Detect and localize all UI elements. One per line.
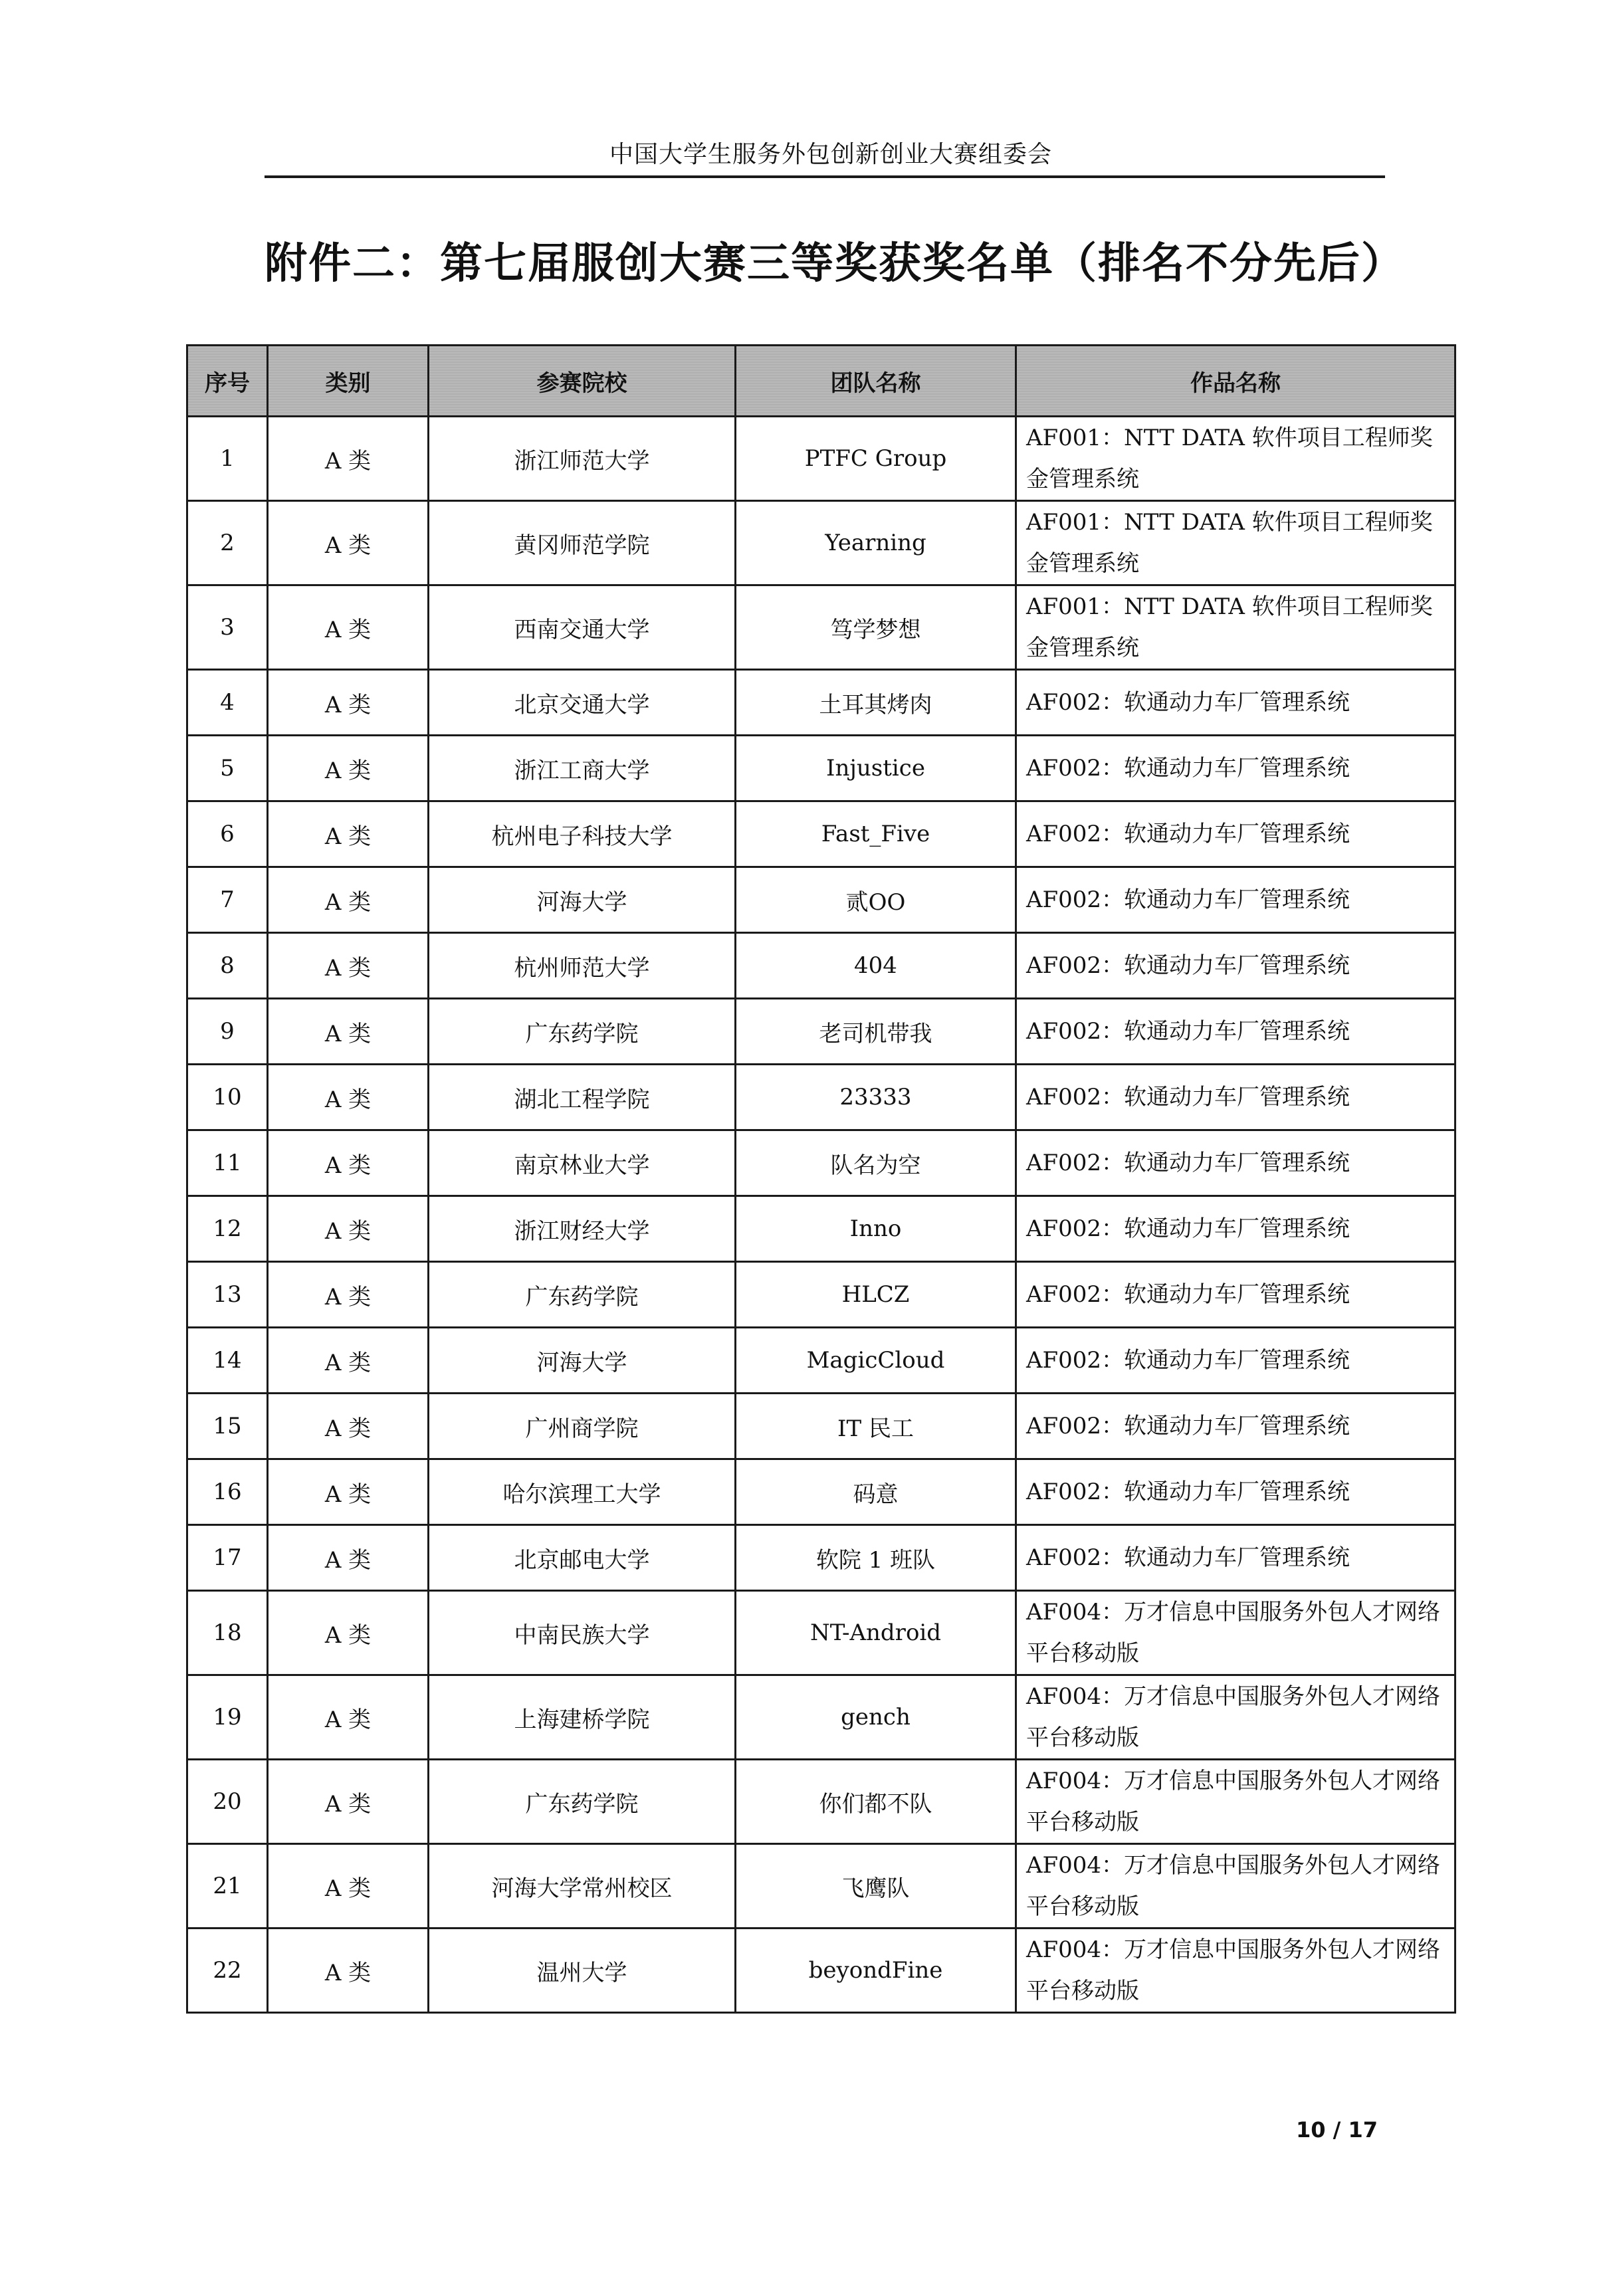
cell-no: 2 <box>187 501 268 585</box>
cell-work: AF002：软通动力车厂管理系统 <box>1016 670 1455 736</box>
cell-category: A 类 <box>268 1065 429 1130</box>
cell-school: 河海大学常州校区 <box>429 1844 736 1929</box>
cell-category: A 类 <box>268 933 429 999</box>
cell-school: 杭州电子科技大学 <box>429 801 736 867</box>
cell-team: 软院 1 班队 <box>736 1525 1016 1591</box>
cell-no: 6 <box>187 801 268 867</box>
cell-team: beyondFine <box>736 1929 1016 2013</box>
cell-school: 广州商学院 <box>429 1394 736 1459</box>
cell-school: 浙江工商大学 <box>429 736 736 801</box>
cell-team: MagicCloud <box>736 1328 1016 1394</box>
cell-category: A 类 <box>268 1262 429 1328</box>
cell-no: 19 <box>187 1675 268 1760</box>
table-row <box>187 1130 1455 1196</box>
cell-work: AF001：NTT DATA 软件项目工程师奖金管理系统 <box>1016 501 1455 585</box>
cell-no: 14 <box>187 1328 268 1394</box>
cell-work: AF002：软通动力车厂管理系统 <box>1016 1130 1455 1196</box>
table-row <box>187 1065 1455 1130</box>
cell-school: 浙江师范大学 <box>429 417 736 501</box>
header-organization: 中国大学生服务外包创新创业大赛组委会 <box>609 141 1052 168</box>
table-row <box>187 1459 1455 1525</box>
table-row <box>187 1844 1455 1929</box>
cell-school: 杭州师范大学 <box>429 933 736 999</box>
table-header-row <box>187 346 1455 417</box>
cell-school: 温州大学 <box>429 1929 736 2013</box>
table-row <box>187 933 1455 999</box>
cell-no: 3 <box>187 585 268 670</box>
cell-category: A 类 <box>268 1675 429 1760</box>
table-row <box>187 670 1455 736</box>
cell-work: AF001：NTT DATA 软件项目工程师奖金管理系统 <box>1016 585 1455 670</box>
table-row <box>187 417 1455 501</box>
table-row <box>187 1394 1455 1459</box>
cell-work: AF002：软通动力车厂管理系统 <box>1016 736 1455 801</box>
table-row <box>187 867 1455 933</box>
cell-work: AF002：软通动力车厂管理系统 <box>1016 1394 1455 1459</box>
cell-category: A 类 <box>268 1130 429 1196</box>
cell-no: 13 <box>187 1262 268 1328</box>
cell-no: 11 <box>187 1130 268 1196</box>
cell-team: gench <box>736 1675 1016 1760</box>
cell-no: 15 <box>187 1394 268 1459</box>
column-header-category: 类别 <box>268 346 429 417</box>
table-row <box>187 1196 1455 1262</box>
table-row <box>187 999 1455 1065</box>
cell-team: Fast_Five <box>736 801 1016 867</box>
cell-no: 12 <box>187 1196 268 1262</box>
cell-no: 21 <box>187 1844 268 1929</box>
column-header-team: 团队名称 <box>736 346 1016 417</box>
table-row <box>187 1525 1455 1591</box>
page-number: 10 / 17 <box>1296 2117 1378 2142</box>
cell-team: NT-Android <box>736 1591 1016 1675</box>
cell-category: A 类 <box>268 1196 429 1262</box>
table-body <box>187 417 1455 2013</box>
cell-team: 笃学梦想 <box>736 585 1016 670</box>
cell-school: 浙江财经大学 <box>429 1196 736 1262</box>
cell-work: AF002：软通动力车厂管理系统 <box>1016 801 1455 867</box>
cell-school: 中南民族大学 <box>429 1591 736 1675</box>
cell-no: 17 <box>187 1525 268 1591</box>
cell-category: A 类 <box>268 1760 429 1844</box>
table-row <box>187 501 1455 585</box>
cell-work: AF004：万才信息中国服务外包人才网络平台移动版 <box>1016 1675 1455 1760</box>
cell-team: 23333 <box>736 1065 1016 1130</box>
cell-team: Yearning <box>736 501 1016 585</box>
cell-school: 上海建桥学院 <box>429 1675 736 1760</box>
column-header-work: 作品名称 <box>1016 346 1455 417</box>
cell-category: A 类 <box>268 1394 429 1459</box>
cell-school: 西南交通大学 <box>429 585 736 670</box>
cell-no: 5 <box>187 736 268 801</box>
cell-school: 北京邮电大学 <box>429 1525 736 1591</box>
cell-category: A 类 <box>268 1459 429 1525</box>
cell-no: 16 <box>187 1459 268 1525</box>
cell-category: A 类 <box>268 999 429 1065</box>
cell-category: A 类 <box>268 417 429 501</box>
cell-category: A 类 <box>268 1328 429 1394</box>
cell-school: 黄冈师范学院 <box>429 501 736 585</box>
cell-category: A 类 <box>268 1929 429 2013</box>
table-row <box>187 1591 1455 1675</box>
cell-no: 10 <box>187 1065 268 1130</box>
cell-school: 河海大学 <box>429 867 736 933</box>
cell-category: A 类 <box>268 1844 429 1929</box>
cell-work: AF002：软通动力车厂管理系统 <box>1016 999 1455 1065</box>
table-row <box>187 801 1455 867</box>
cell-team: Inno <box>736 1196 1016 1262</box>
cell-no: 8 <box>187 933 268 999</box>
cell-no: 1 <box>187 417 268 501</box>
column-header-school: 参赛院校 <box>429 346 736 417</box>
cell-team: 土耳其烤肉 <box>736 670 1016 736</box>
cell-category: A 类 <box>268 585 429 670</box>
table-row <box>187 585 1455 670</box>
cell-team: 贰OO <box>736 867 1016 933</box>
cell-work: AF002：软通动力车厂管理系统 <box>1016 1262 1455 1328</box>
cell-work: AF002：软通动力车厂管理系统 <box>1016 867 1455 933</box>
cell-team: 老司机带我 <box>736 999 1016 1065</box>
table-row <box>187 1328 1455 1394</box>
cell-no: 20 <box>187 1760 268 1844</box>
column-header-no: 序号 <box>187 346 268 417</box>
cell-work: AF002：软通动力车厂管理系统 <box>1016 1065 1455 1130</box>
cell-team: 404 <box>736 933 1016 999</box>
cell-category: A 类 <box>268 501 429 585</box>
cell-work: AF004：万才信息中国服务外包人才网络平台移动版 <box>1016 1760 1455 1844</box>
cell-category: A 类 <box>268 801 429 867</box>
cell-team: HLCZ <box>736 1262 1016 1328</box>
cell-category: A 类 <box>268 670 429 736</box>
cell-team: 码意 <box>736 1459 1016 1525</box>
cell-work: AF002：软通动力车厂管理系统 <box>1016 1328 1455 1394</box>
cell-category: A 类 <box>268 1525 429 1591</box>
cell-team: 你们都不队 <box>736 1760 1016 1844</box>
cell-work: AF002：软通动力车厂管理系统 <box>1016 933 1455 999</box>
cell-work: AF004：万才信息中国服务外包人才网络平台移动版 <box>1016 1929 1455 2013</box>
document-title: 附件二：第七届服创大赛三等奖获奖名单（排名不分先后） <box>265 239 1405 288</box>
cell-no: 22 <box>187 1929 268 2013</box>
header-divider <box>265 175 1385 178</box>
cell-team: 队名为空 <box>736 1130 1016 1196</box>
cell-school: 广东药学院 <box>429 1262 736 1328</box>
cell-work: AF002：软通动力车厂管理系统 <box>1016 1459 1455 1525</box>
cell-team: IT 民工 <box>736 1394 1016 1459</box>
cell-work: AF004：万才信息中国服务外包人才网络平台移动版 <box>1016 1844 1455 1929</box>
cell-no: 7 <box>187 867 268 933</box>
cell-team: PTFC Group <box>736 417 1016 501</box>
cell-work: AF002：软通动力车厂管理系统 <box>1016 1196 1455 1262</box>
cell-school: 广东药学院 <box>429 999 736 1065</box>
cell-school: 河海大学 <box>429 1328 736 1394</box>
cell-no: 18 <box>187 1591 268 1675</box>
cell-work: AF004：万才信息中国服务外包人才网络平台移动版 <box>1016 1591 1455 1675</box>
table-row <box>187 1760 1455 1844</box>
cell-no: 4 <box>187 670 268 736</box>
cell-school: 哈尔滨理工大学 <box>429 1459 736 1525</box>
cell-category: A 类 <box>268 867 429 933</box>
table-row <box>187 1262 1455 1328</box>
cell-school: 南京林业大学 <box>429 1130 736 1196</box>
table-row <box>187 1675 1455 1760</box>
cell-category: A 类 <box>268 736 429 801</box>
awards-table <box>186 344 1456 2014</box>
cell-work: AF002：软通动力车厂管理系统 <box>1016 1525 1455 1591</box>
cell-school: 湖北工程学院 <box>429 1065 736 1130</box>
cell-school: 北京交通大学 <box>429 670 736 736</box>
table-row <box>187 1929 1455 2013</box>
cell-team: 飞鹰队 <box>736 1844 1016 1929</box>
table-row <box>187 736 1455 801</box>
cell-no: 9 <box>187 999 268 1065</box>
cell-school: 广东药学院 <box>429 1760 736 1844</box>
cell-work: AF001：NTT DATA 软件项目工程师奖金管理系统 <box>1016 417 1455 501</box>
cell-team: Injustice <box>736 736 1016 801</box>
cell-category: A 类 <box>268 1591 429 1675</box>
